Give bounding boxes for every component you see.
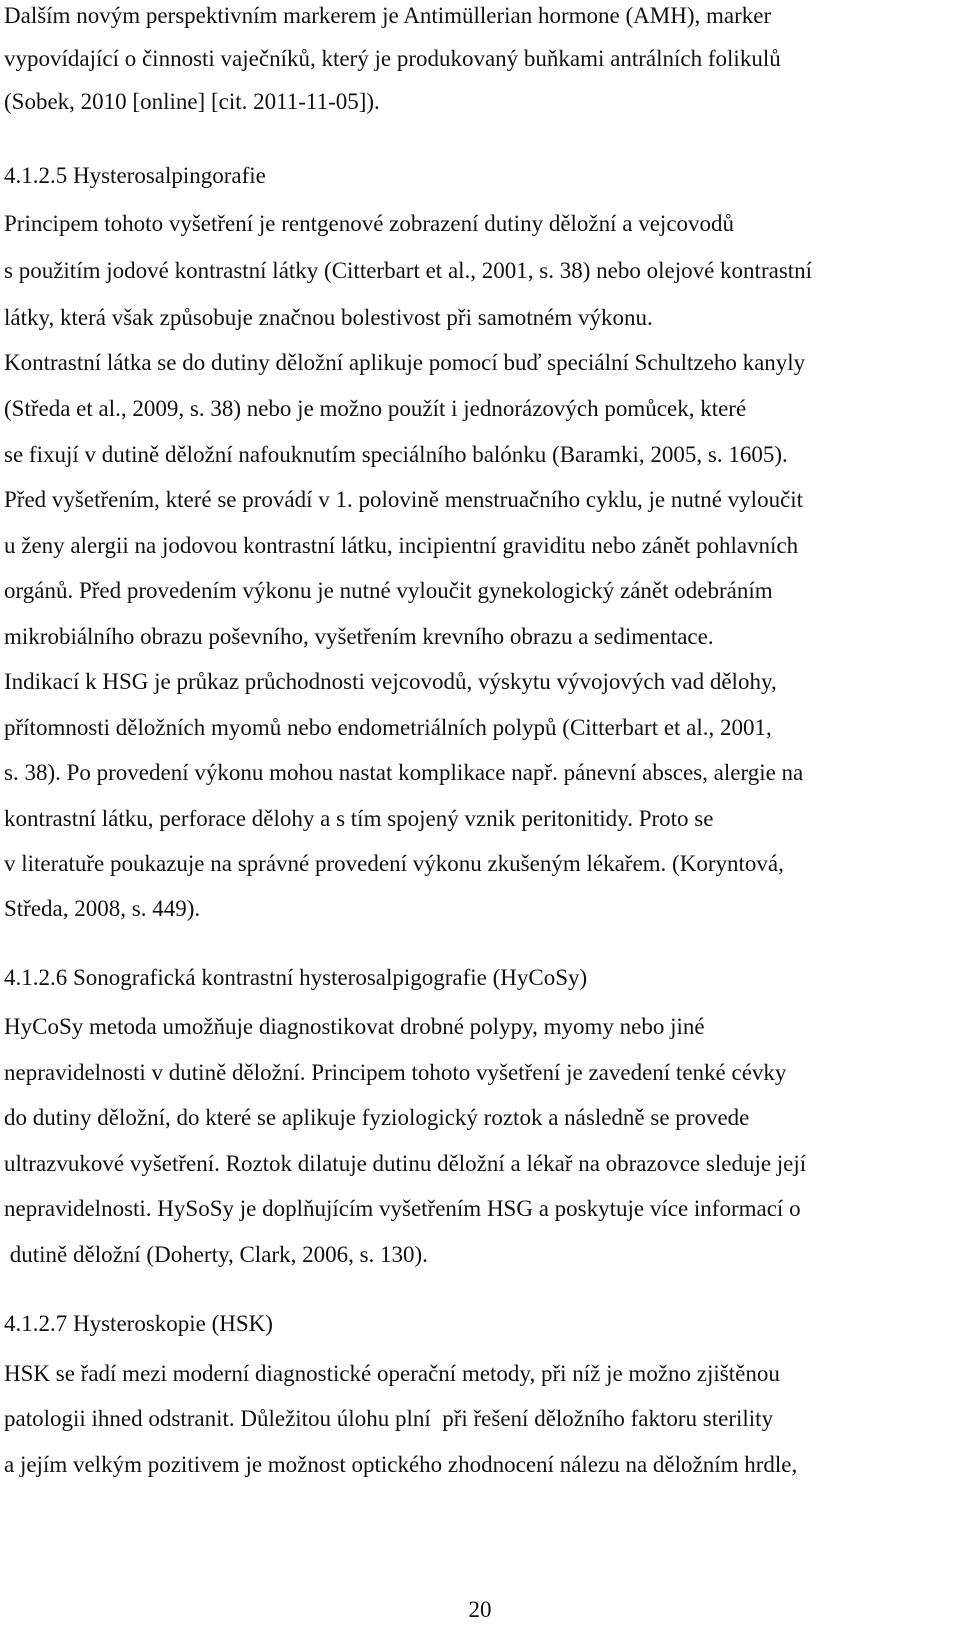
section-heading-hycosy: 4.1.2.6 Sonografická kontrastní hysterosalpigografie (HyCoSy) <box>4 965 588 990</box>
page-number: 20 <box>468 1597 492 1622</box>
paragraph-line: dutině děložní (Doherty, Clark, 2006, s. 130). <box>4 1242 428 1267</box>
paragraph-line: orgánů. Před provedením výkonu je nutné vyloučit gynekologický zánět odebráním <box>4 578 773 603</box>
paragraph-line: Středa, 2008, s. 449). <box>4 896 201 921</box>
paragraph-line: látky, která však způsobuje značnou bolestivost při samotném výkonu. <box>4 305 653 330</box>
paragraph-line: nepravidelnosti v dutině děložní. Principem tohoto vyšetření je zavedení tenké cévky <box>4 1060 787 1085</box>
paragraph-line: Dalším novým perspektivním markerem je Antimüllerian hormone (AMH), marker <box>4 3 772 28</box>
paragraph-line: v literatuře poukazuje na správné provedení výkonu zkušeným lékařem. (Koryntová, <box>4 851 784 876</box>
paragraph-line: mikrobiálního obrazu poševního, vyšetřením krevního obrazu a sedimentace. <box>4 624 714 649</box>
paragraph-line: a jejím velkým pozitivem je možnost optického zhodnocení nálezu na děložním hrdle, <box>4 1452 798 1477</box>
paragraph-line: (Středa et al., 2009, s. 38) nebo je možno použít i jednorázových pomůcek, které <box>4 396 747 421</box>
section-heading-hsg: 4.1.2.5 Hysterosalpingorafie <box>4 163 266 188</box>
paragraph-line: Před vyšetřením, které se provádí v 1. polovině menstruačního cyklu, je nutné vyloučit <box>4 487 804 512</box>
paragraph-line: nepravidelnosti. HySoSy je doplňujícím vyšetřením HSG a poskytuje více informací o <box>4 1196 801 1221</box>
paragraph-line: s použitím jodové kontrastní látky (Citterbart et al., 2001, s. 38) nebo olejové kontrastní <box>4 258 813 283</box>
section-heading-hsk: 4.1.2.7 Hysteroskopie (HSK) <box>4 1311 273 1336</box>
paragraph-line: patologii ihned odstranit. Důležitou úlohu plní při řešení děložního faktoru sterility <box>4 1406 774 1431</box>
paragraph-line: Kontrastní látka se do dutiny děložní aplikuje pomocí buď speciální Schultzeho kanyly <box>4 350 806 375</box>
paragraph-line: kontrastní látku, perforace dělohy a s tím spojený vznik peritonitidy. Proto se <box>4 806 714 831</box>
paragraph-line: HSK se řadí mezi moderní diagnostické operační metody, při níž je možno zjištěnou <box>4 1361 780 1386</box>
paragraph-line: (Sobek, 2010 [online] [cit. 2011-11-05]). <box>4 89 380 114</box>
paragraph-line: přítomnosti děložních myomů nebo endometriálních polypů (Citterbart et al., 2001, <box>4 715 772 740</box>
paragraph-line: se fixují v dutině děložní nafouknutím speciálního balónku (Baramki, 2005, s. 1605). <box>4 442 788 467</box>
paragraph-line: vypovídající o činnosti vaječníků, který je produkovaný buňkami antrálních folikulů <box>4 46 781 71</box>
paragraph-line: do dutiny děložní, do které se aplikuje fyziologický roztok a následně se provede <box>4 1105 750 1130</box>
paragraph-line: HyCoSy metoda umožňuje diagnostikovat drobné polypy, myomy nebo jiné <box>4 1014 705 1039</box>
paragraph-line: Principem tohoto vyšetření je rentgenové zobrazení dutiny děložní a vejcovodů <box>4 211 735 236</box>
paragraph-line: Indikací k HSG je průkaz průchodnosti vejcovodů, výskytu vývojových vad dělohy, <box>4 669 777 694</box>
paragraph-line: s. 38). Po provedení výkonu mohou nastat komplikace např. pánevní absces, alergie na <box>4 760 804 785</box>
paragraph-line: ultrazvukové vyšetření. Roztok dilatuje dutinu děložní a lékař na obrazovce sleduje její <box>4 1151 807 1176</box>
paragraph-line: u ženy alergii na jodovou kontrastní látku, incipientní graviditu nebo zánět pohlavních <box>4 533 799 558</box>
